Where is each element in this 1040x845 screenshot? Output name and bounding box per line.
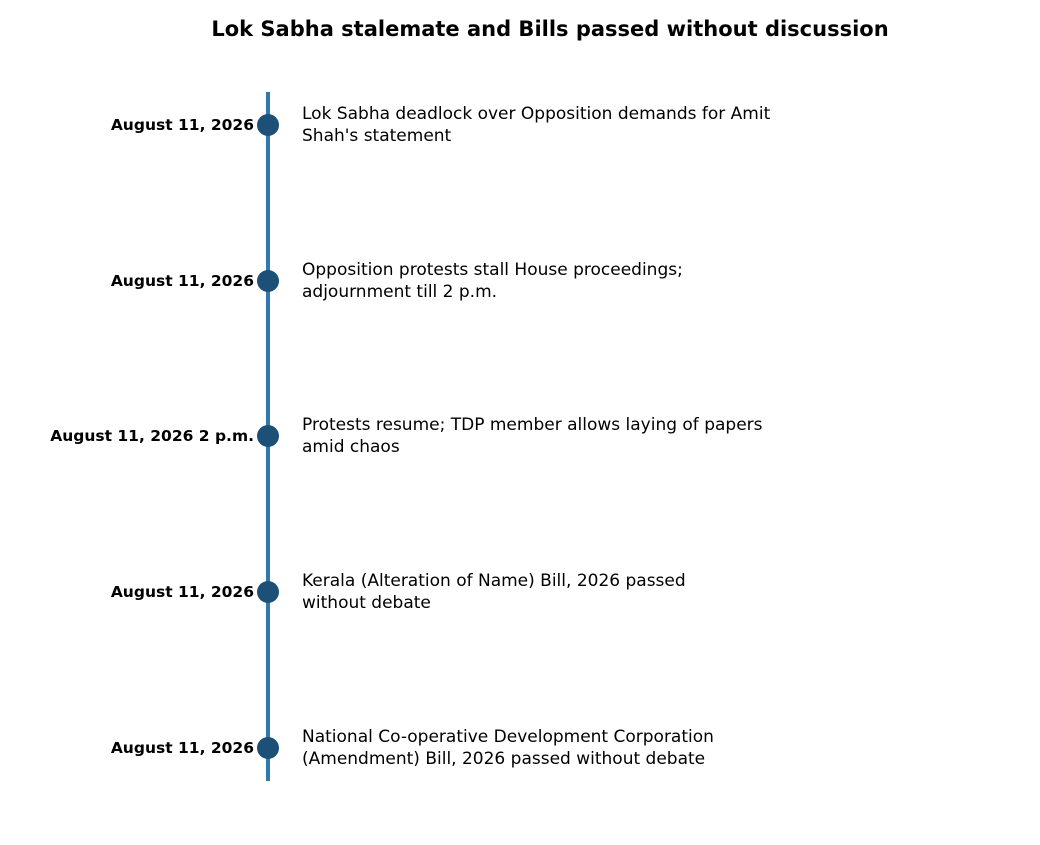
event-marker-dot (257, 581, 279, 603)
event-marker-dot (257, 425, 279, 447)
event-marker-dot (257, 114, 279, 136)
event-description: Opposition protests stall House proceedings; adjournment till 2 p.m. (302, 260, 683, 302)
event-date: August 11, 2026 (110, 739, 254, 757)
event-description: Protests resume; TDP member allows laying of papers amid chaos (302, 415, 763, 457)
event-description: Kerala (Alteration of Name) Bill, 2026 passed without debate (302, 571, 686, 613)
event-date: August 11, 2026 2 p.m. (50, 427, 254, 445)
event-description: National Co-operative Development Corporation (Amendment) Bill, 2026 passed without debate (302, 727, 714, 769)
event-date: August 11, 2026 (110, 116, 254, 134)
event-marker-dot (257, 737, 279, 759)
event-date: August 11, 2026 (110, 272, 254, 290)
event-date: August 11, 2026 (110, 583, 254, 601)
timeline-title: Lok Sabha stalemate and Bills passed without discussion (211, 17, 889, 41)
event-description: Lok Sabha deadlock over Opposition demands for Amit Shah's statement (302, 104, 771, 146)
event-marker-dot (257, 270, 279, 292)
